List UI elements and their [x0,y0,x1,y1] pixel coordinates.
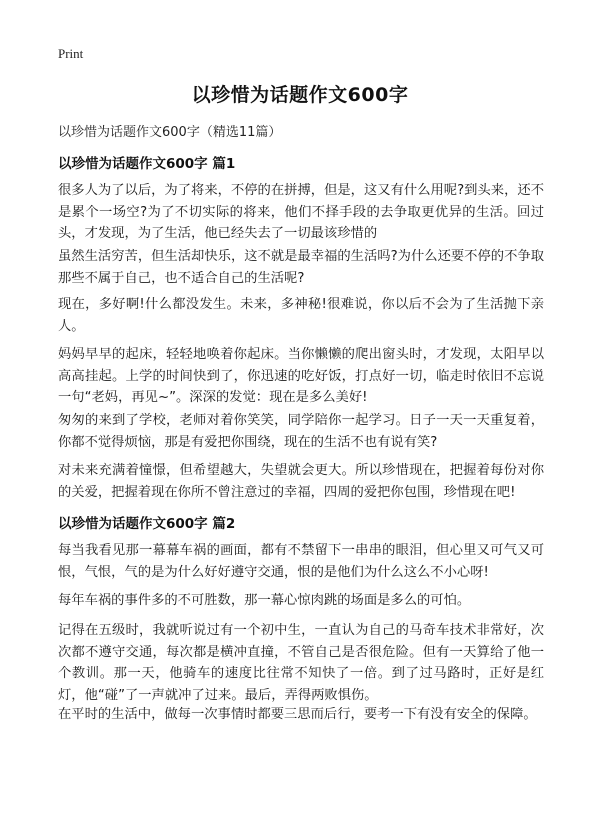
document-subtitle: 以珍惜为话题作文600字（精选11篇） [58,125,282,140]
paragraph: 记得在五级时，我就听说过有一个初中生，一直认为自己的马奇车技术非常好，次次都不遵守交通，每次都是横冲直撞，不管自己是否很危险。但有一天算给了他一个教训。那一天，他骑车的速度比往常不知快了一倍。到了过马路时，正好是红灯，他“碰”了一声就冲了过来。最后，弄得两败惧伤。 [58,623,544,703]
paragraph: 现在，多好啊!什么都没发生。未来，多神秘!很难说，你以后不会为了生活抛下亲人。 [58,297,544,334]
paragraph: 匆匆的来到了学校，老师对着你笑笑，同学陪你一起学习。日子一天一天重复着，你都不觉得烦恼，那是有爱把你围绕，现在的生活不也有说有笑? [58,413,544,450]
paragraph: 每当我看见那一幕幕车祸的画面，都有不禁留下一串串的眼泪，但心里又可气又可恨，气恨，气的是为什么好好遵守交通，恨的是他们为什么这么不小心呀! [58,543,544,580]
document-title: 以珍惜为话题作文600字 [191,84,409,106]
paragraph: 很多人为了以后，为了将来，不停的在拼搏，但是，这又有什么用呢?到头来，还不是累个一场空?为了不切实际的将来，他们不择手段的去争取更优异的生活。回过头，才发现，为了生活，他已经失去了一切最该珍惜的 [58,183,544,241]
paragraph: 在平时的生活中，做每一次事情时都要三思而后行，要考一下有没有安全的保障。 [58,707,537,722]
section-heading-1: 以珍惜为话题作文600字 篇1 [58,156,236,172]
paragraph: 对未来充满着憧憬，但希望越大，失望就会更大。所以珍惜现在，把握着每份对你的关爱，把握着现在你所不曾注意过的幸福，四周的爱把你包围，珍惜现在吧! [58,463,544,500]
paragraph: 虽然生活穷苦，但生活却快乐，这不就是最幸福的生活吗?为什么还要不停的不争取那些不属于自己，也不适合自己的生活呢? [58,249,544,286]
paragraph: 每年车祸的事件多的不可胜数，那一幕心惊肉跳的场面是多么的可怕。 [58,593,471,608]
section-heading-2: 以珍惜为话题作文600字 篇2 [58,516,236,532]
paragraph: 妈妈早早的起床，轻轻地唤着你起床。当你懒懒的爬出窗头时，才发现，太阳早以高高挂起。上学的时间快到了，你迅速的吃好饭，打点好一切，临走时依旧不忘说一句“老妈，再见~”。深深的发觉：现在是多么美好! [58,347,544,405]
print-link[interactable]: Print [58,46,84,61]
